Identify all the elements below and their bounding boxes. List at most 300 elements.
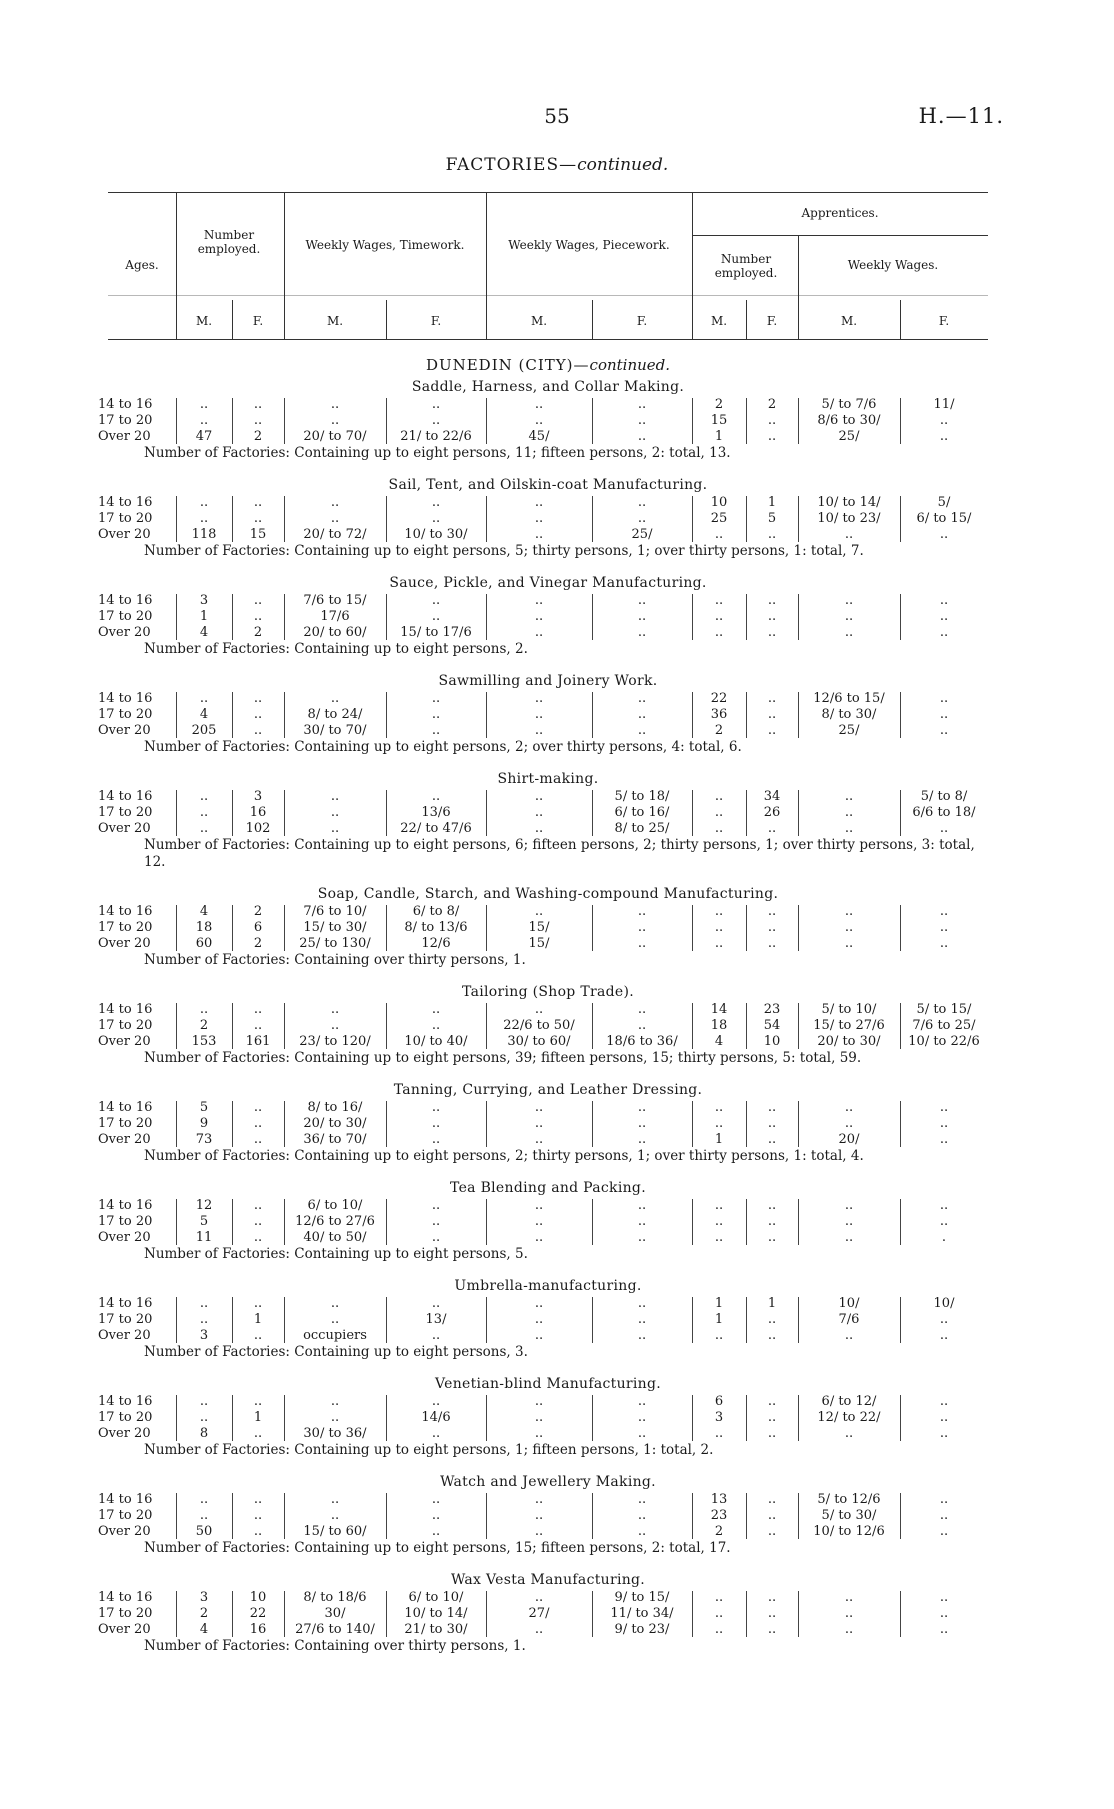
table-cell: .. [330, 1508, 340, 1523]
table-cell: .. [431, 1018, 441, 1033]
column-divider [592, 905, 593, 951]
table-cell: 161 [245, 1034, 271, 1049]
table-cell: .. [534, 1508, 544, 1523]
table-cell: 13/ [425, 1312, 447, 1327]
column-divider [486, 1395, 487, 1441]
table-cell: 15/ to 17/6 [400, 625, 472, 640]
table-cell: .. [767, 527, 777, 542]
column-divider [798, 905, 799, 951]
column-divider [900, 594, 901, 640]
table-cell: 3 [199, 1590, 209, 1605]
table-cell: .. [253, 1426, 263, 1441]
column-header [108, 192, 988, 342]
table-cell: 1 [253, 1410, 263, 1425]
table-cell: .. [939, 1214, 949, 1229]
column-divider [592, 790, 593, 836]
header-mid-rule [108, 295, 988, 296]
column-divider [486, 1493, 487, 1539]
column-divider [692, 905, 693, 951]
table-cell: 3 [199, 593, 209, 608]
table-cell: .. [767, 593, 777, 608]
table-cell: 20/ to 60/ [303, 625, 367, 640]
table-cell: 14/6 [421, 1410, 451, 1425]
column-divider [232, 1395, 233, 1441]
table-cell: 6/ to 15/ [916, 511, 972, 526]
table-cell: 21/ to 30/ [404, 1622, 468, 1637]
column-divider [386, 1297, 387, 1343]
age-cell: Over 20 [98, 1132, 151, 1147]
column-divider [900, 1591, 901, 1637]
table-cell: .. [714, 805, 724, 820]
column-divider [486, 1199, 487, 1245]
column-divider [176, 1199, 177, 1245]
industry-section [98, 1277, 988, 1361]
table-cell: 4 [199, 707, 209, 722]
age-cell: 17 to 20 [98, 1312, 153, 1327]
table-cell: .. [431, 1508, 441, 1523]
table-cell: .. [431, 1002, 441, 1017]
column-divider [900, 1297, 901, 1343]
column-divider [692, 1003, 693, 1049]
table-cell: .. [431, 593, 441, 608]
table-cell: .. [767, 691, 777, 706]
table-cell: .. [844, 1328, 854, 1343]
industry-title: Watch and Jewellery Making. [440, 1474, 656, 1490]
table-cell: .. [431, 1214, 441, 1229]
table-cell: .. [714, 1606, 724, 1621]
column-divider [746, 1199, 747, 1245]
factories-summary: Number of Factories: Containing over thirty persons, 1. [144, 1638, 526, 1654]
table-cell: .. [637, 904, 647, 919]
table-cell: 60 [195, 936, 213, 951]
table-cell: 2 [253, 429, 263, 444]
column-divider [176, 1297, 177, 1343]
column-divider [900, 1101, 901, 1147]
column-divider [592, 398, 593, 444]
table-cell: 6/ to 16/ [614, 805, 670, 820]
table-cell: 8/6 to 30/ [817, 413, 881, 428]
age-cell: Over 20 [98, 625, 151, 640]
table-cell: .. [767, 1312, 777, 1327]
age-cell: 17 to 20 [98, 511, 153, 526]
table-cell: 10 [710, 495, 728, 510]
table-cell: 18 [195, 920, 213, 935]
table-cell: .. [431, 609, 441, 624]
column-divider [900, 790, 901, 836]
table-cell: .. [844, 805, 854, 820]
table-cell: .. [330, 413, 340, 428]
table-cell: .. [534, 1230, 544, 1245]
table-cell: 2 [199, 1606, 209, 1621]
table-cell: .. [253, 1328, 263, 1343]
table-cell: .. [637, 1508, 647, 1523]
table-cell: 23/ to 120/ [299, 1034, 371, 1049]
column-divider [284, 1493, 285, 1539]
table-cell: 15/ [528, 936, 550, 951]
table-cell: .. [534, 789, 544, 804]
table-row [98, 1622, 988, 1638]
table-row [98, 920, 988, 936]
industry-section [98, 378, 988, 462]
column-divider [592, 1591, 593, 1637]
column-divider [386, 790, 387, 836]
table-cell: .. [330, 789, 340, 804]
column-divider [692, 1297, 693, 1343]
table-cell: .. [637, 429, 647, 444]
table-cell: .. [714, 593, 724, 608]
ages-header: Ages. [125, 258, 159, 272]
table-cell: .. [534, 1524, 544, 1539]
table-cell: .. [714, 821, 724, 836]
column-divider [692, 1199, 693, 1245]
table-cell: .. [431, 495, 441, 510]
column-divider [692, 594, 693, 640]
table-cell: .. [714, 789, 724, 804]
column-divider [232, 1493, 233, 1539]
table-cell: 25/ to 130/ [299, 936, 371, 951]
column-divider [746, 790, 747, 836]
industry-title: Shirt-making. [497, 771, 599, 787]
column-divider [798, 1101, 799, 1147]
column-divider [692, 1493, 693, 1539]
column-divider [798, 1493, 799, 1539]
table-cell: .. [330, 1296, 340, 1311]
industry-rows [98, 397, 988, 445]
table-cell: 45/ [528, 429, 550, 444]
table-cell: 2 [199, 1018, 209, 1033]
factories-summary: Number of Factories: Containing up to eight persons, 5; thirty persons, 1; over thirty persons, 1: total, 7. [144, 543, 864, 559]
column-divider [798, 1591, 799, 1637]
age-cell: Over 20 [98, 821, 151, 836]
age-cell: 17 to 20 [98, 1606, 153, 1621]
table-cell: .. [939, 1100, 949, 1115]
table-cell: .. [844, 904, 854, 919]
column-divider [284, 1199, 285, 1245]
table-cell: .. [637, 1002, 647, 1017]
table-cell: 10 [763, 1034, 781, 1049]
table-cell: 8/ to 18/6 [303, 1590, 367, 1605]
table-cell: .. [714, 609, 724, 624]
table-cell: 1 [767, 1296, 777, 1311]
industry-rows [98, 1590, 988, 1638]
table-cell: 25 [710, 511, 728, 526]
age-cell: 14 to 16 [98, 1100, 153, 1115]
industry-title: Tea Blending and Packing. [450, 1180, 646, 1196]
column-divider [592, 594, 593, 640]
column-divider [746, 1297, 747, 1343]
table-cell: .. [637, 936, 647, 951]
age-cell: 14 to 16 [98, 1492, 153, 1507]
table-cell: .. [714, 1214, 724, 1229]
table-cell: 6/ to 8/ [412, 904, 460, 919]
age-cell: Over 20 [98, 723, 151, 738]
column-divider [592, 1395, 593, 1441]
table-cell: .. [431, 1132, 441, 1147]
age-cell: 17 to 20 [98, 920, 153, 935]
table-cell: 8/ to 25/ [614, 821, 670, 836]
table-cell: 9 [199, 1116, 209, 1131]
table-cell: .. [431, 1524, 441, 1539]
f-label: F. [252, 314, 264, 328]
piecework-header: Weekly Wages, Piecework. [508, 238, 670, 252]
age-cell: 14 to 16 [98, 1198, 153, 1213]
page-heading-main: FACTORIES— [445, 155, 578, 175]
table-cell: .. [199, 495, 209, 510]
table-cell: 26 [763, 805, 781, 820]
table-cell: .. [253, 723, 263, 738]
table-cell: 27/ [528, 1606, 550, 1621]
industry-rows [98, 789, 988, 837]
table-cell: .. [534, 527, 544, 542]
table-cell: .. [714, 1622, 724, 1637]
table-cell: 25/ [631, 527, 653, 542]
table-cell: .. [767, 1508, 777, 1523]
table-row [98, 691, 988, 707]
table-cell: .. [767, 1606, 777, 1621]
column-divider [746, 398, 747, 444]
table-cell: .. [767, 1410, 777, 1425]
table-cell: 1 [714, 1132, 724, 1147]
table-row [98, 821, 988, 837]
industry-title: Tailoring (Shop Trade). [462, 984, 634, 1000]
table-cell: .. [844, 936, 854, 951]
table-cell: .. [199, 397, 209, 412]
table-cell: .. [714, 1116, 724, 1131]
table-cell: .. [431, 1492, 441, 1507]
column-divider [592, 1297, 593, 1343]
age-cell: Over 20 [98, 1230, 151, 1245]
table-cell: .. [253, 1230, 263, 1245]
column-divider [692, 1591, 693, 1637]
table-cell: 7/6 to 15/ [303, 593, 367, 608]
table-cell: .. [844, 1214, 854, 1229]
table-cell: .. [844, 625, 854, 640]
table-cell: .. [939, 1410, 949, 1425]
table-cell: .. [939, 723, 949, 738]
column-divider [486, 1591, 487, 1637]
table-cell: 9/ to 23/ [614, 1622, 670, 1637]
column-divider [386, 1591, 387, 1637]
age-cell: Over 20 [98, 1328, 151, 1343]
industry-title: Soap, Candle, Starch, and Washing-compound Manufacturing. [317, 886, 779, 902]
table-cell: .. [330, 805, 340, 820]
table-cell: 2 [253, 625, 263, 640]
table-cell: 36 [710, 707, 728, 722]
table-cell: .. [330, 1002, 340, 1017]
table-cell: 27/6 to 140/ [295, 1622, 375, 1637]
table-row [98, 413, 988, 429]
table-cell: 5 [767, 511, 777, 526]
table-cell: 12/6 to 15/ [813, 691, 885, 706]
industry-section [98, 1571, 988, 1655]
table-cell: .. [767, 920, 777, 935]
column-divider [232, 1101, 233, 1147]
table-cell: .. [431, 1296, 441, 1311]
column-divider [798, 1395, 799, 1441]
table-row [98, 1230, 988, 1246]
table-cell: 6/6 to 18/ [912, 805, 976, 820]
table-cell: 15/ to 27/6 [813, 1018, 885, 1033]
table-cell: 8/ to 13/6 [404, 920, 468, 935]
factories-summary: Number of Factories: Containing up to eight persons, 2; thirty persons, 1; over thirty persons, 1: total, 4. [144, 1148, 864, 1164]
apprentices-wages-header: Weekly Wages. [847, 258, 939, 272]
table-cell: .. [714, 1426, 724, 1441]
document-reference: H.—11. [918, 104, 1004, 128]
industry-rows [98, 1492, 988, 1540]
page-heading-continued: continued. [577, 155, 669, 175]
table-cell: .. [199, 1312, 209, 1327]
table-cell: .. [767, 609, 777, 624]
table-cell: .. [767, 1116, 777, 1131]
table-cell: 17/6 [320, 609, 350, 624]
table-cell: 23 [710, 1508, 728, 1523]
column-divider [386, 496, 387, 542]
table-cell: .. [330, 495, 340, 510]
column-divider [486, 594, 487, 640]
column-divider [486, 1101, 487, 1147]
table-cell: 18 [710, 1018, 728, 1033]
table-cell: 7/6 [838, 1312, 860, 1327]
industry-title: Tanning, Currying, and Leather Dressing. [393, 1082, 703, 1098]
age-cell: 17 to 20 [98, 1508, 153, 1523]
table-cell: .. [637, 495, 647, 510]
column-divider [486, 790, 487, 836]
table-cell: .. [637, 1214, 647, 1229]
table-cell: .. [199, 1296, 209, 1311]
table-cell: .. [330, 1492, 340, 1507]
factories-summary: Number of Factories: Containing up to eight persons, 5. [144, 1246, 528, 1262]
column-divider [746, 594, 747, 640]
table-cell: .. [844, 821, 854, 836]
table-cell: 12/6 to 27/6 [295, 1214, 375, 1229]
f-label: F. [430, 314, 442, 328]
column-divider [284, 905, 285, 951]
table-cell: 10/ [838, 1296, 860, 1311]
table-cell: 6/ to 10/ [307, 1198, 363, 1213]
f-label: F. [938, 314, 950, 328]
column-divider [900, 905, 901, 951]
table-cell: .. [431, 1198, 441, 1213]
table-cell: .. [637, 413, 647, 428]
table-cell: 102 [245, 821, 271, 836]
table-cell: .. [844, 1622, 854, 1637]
table-cell: .. [637, 920, 647, 935]
table-cell: 30/ to 36/ [303, 1426, 367, 1441]
table-cell: .. [199, 1394, 209, 1409]
table-cell: .. [844, 1116, 854, 1131]
age-cell: 17 to 20 [98, 609, 153, 624]
table-cell: .. [714, 1230, 724, 1245]
table-cell: .. [253, 609, 263, 624]
column-divider [176, 1591, 177, 1637]
table-cell: .. [534, 1296, 544, 1311]
industry-section [98, 1081, 988, 1165]
table-row [98, 511, 988, 527]
table-cell: 6 [253, 920, 263, 935]
industry-title: Umbrella-manufacturing. [454, 1278, 642, 1294]
table-cell: .. [534, 397, 544, 412]
table-cell: .. [939, 625, 949, 640]
table-cell: 4 [199, 904, 209, 919]
table-cell: .. [534, 1492, 544, 1507]
industry-section [98, 476, 988, 560]
table-cell: 5/ to 10/ [821, 1002, 877, 1017]
table-cell: .. [199, 691, 209, 706]
table-cell: .. [534, 413, 544, 428]
table-cell: .. [253, 397, 263, 412]
table-cell: .. [844, 1230, 854, 1245]
table-row [98, 1214, 988, 1230]
age-cell: 14 to 16 [98, 904, 153, 919]
column-divider [798, 398, 799, 444]
table-cell: 15/ to 60/ [303, 1524, 367, 1539]
table-row [98, 609, 988, 625]
table-cell: .. [939, 1606, 949, 1621]
city-title-main: DUNEDIN (CITY)— [425, 356, 590, 374]
table-cell: 14 [710, 1002, 728, 1017]
table-cell: .. [253, 413, 263, 428]
table-cell: .. [637, 1018, 647, 1033]
m-label: M. [326, 314, 344, 328]
industry-rows [98, 1394, 988, 1442]
table-cell: 5/ to 8/ [920, 789, 968, 804]
table-cell: 2 [253, 904, 263, 919]
m-label: M. [530, 314, 548, 328]
table-cell: .. [939, 1524, 949, 1539]
table-row [98, 625, 988, 641]
industry-title: Venetian-blind Manufacturing. [435, 1376, 661, 1392]
age-cell: 17 to 20 [98, 1214, 153, 1229]
table-cell: 20/ to 30/ [817, 1034, 881, 1049]
table-row [98, 1034, 988, 1050]
column-divider [232, 1199, 233, 1245]
table-cell: .. [939, 1590, 949, 1605]
table-cell: .. [199, 1410, 209, 1425]
table-cell: .. [431, 789, 441, 804]
table-cell: .. [199, 805, 209, 820]
table-cell: .. [767, 1590, 777, 1605]
table-row [98, 1296, 988, 1312]
table-cell: .. [767, 1214, 777, 1229]
column-divider [746, 1101, 747, 1147]
table-cell: .. [939, 1426, 949, 1441]
table-cell: 2 [767, 397, 777, 412]
column-divider [900, 1199, 901, 1245]
table-cell: 30/ to 70/ [303, 723, 367, 738]
column-divider [284, 790, 285, 836]
column-divider [692, 1101, 693, 1147]
column-divider [692, 1395, 693, 1441]
table-cell: .. [199, 1492, 209, 1507]
column-divider [900, 398, 901, 444]
column-divider [386, 1199, 387, 1245]
column-divider [386, 1395, 387, 1441]
table-cell: .. [637, 1100, 647, 1115]
table-row [98, 1328, 988, 1344]
table-cell: .. [431, 707, 441, 722]
column-divider [692, 398, 693, 444]
column-divider [232, 594, 233, 640]
table-cell: 21/ to 22/6 [400, 429, 472, 444]
column-divider [692, 790, 693, 836]
table-cell: 36/ to 70/ [303, 1132, 367, 1147]
table-cell: .. [767, 1198, 777, 1213]
column-divider [284, 1395, 285, 1441]
industry-section [98, 672, 988, 756]
table-cell: .. [767, 904, 777, 919]
table-cell: 10/ to 22/6 [908, 1034, 980, 1049]
m-label: M. [710, 314, 728, 328]
